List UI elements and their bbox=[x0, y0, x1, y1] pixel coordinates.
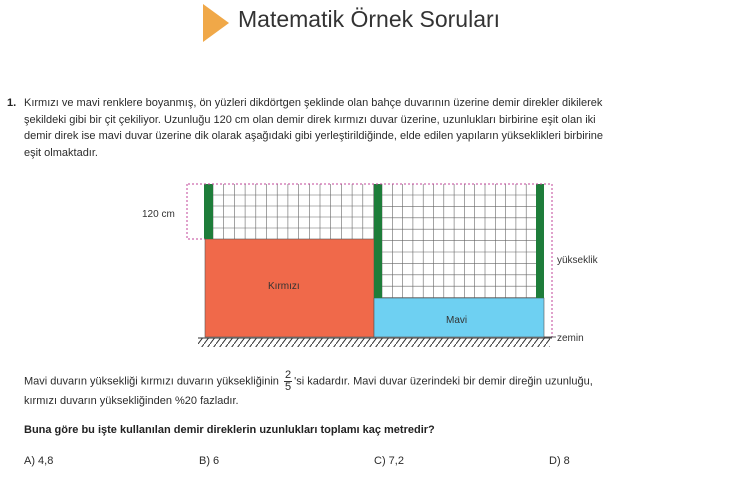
pole-middle bbox=[374, 184, 382, 298]
fraction-numerator: 2 bbox=[285, 369, 292, 381]
option-a[interactable]: A) 4,8 bbox=[24, 455, 54, 467]
label-height: yükseklik bbox=[557, 255, 598, 266]
option-c[interactable]: C) 7,2 bbox=[374, 455, 404, 467]
question-line: eşit olmaktadır. bbox=[24, 146, 98, 159]
option-b[interactable]: B) 6 bbox=[199, 455, 220, 467]
question-line: Kırmızı ve mavi renklere boyanmış, ön yüzleri dikdörtgen şeklinde olan bahçe duvarının üzerine demir direkler dikilerek bbox=[24, 97, 603, 109]
fraction bbox=[284, 370, 292, 393]
question-line: demir direk ise mavi duvar üzerine dik olarak aşağıdaki gibi yerleştirildiğinde, elde edilen yapıların yükseklikleri birbirine bbox=[24, 130, 603, 142]
question-number: 1. bbox=[7, 97, 17, 109]
info-paragraph bbox=[24, 370, 724, 409]
question-line: şekildeki gibi bir çit çekiliyor. Uzunluğu 120 cm olan demir direk kırmızı duvar üzerine, uzunlukları birbirine eşit olan iki bbox=[24, 113, 596, 126]
label-blue-wall: Mavi bbox=[446, 315, 468, 326]
pole-left bbox=[204, 184, 213, 239]
info-text: kırmızı duvarın yüksekliğinden %20 fazladır. bbox=[24, 395, 239, 407]
fraction-denominator: 5 bbox=[285, 381, 292, 393]
page-title: Matematik Örnek Soruları bbox=[238, 6, 501, 32]
info-text: Mavi duvarın yüksekliği kırmızı duvarın yüksekliğinin bbox=[24, 375, 279, 388]
option-d[interactable]: D) 8 bbox=[549, 455, 570, 467]
label-red-wall: Kırmızı bbox=[268, 281, 300, 292]
ground-hatch bbox=[198, 338, 550, 347]
pole-right bbox=[536, 184, 544, 298]
label-120cm: 120 cm bbox=[142, 209, 175, 220]
info-text: 'si kadardır. Mavi duvar üzerindeki bir demir direğin uzunluğu, bbox=[294, 375, 593, 388]
label-ground: zemin bbox=[557, 333, 584, 344]
question-prompt: Buna göre bu işte kullanılan demir direklerin uzunlukları toplamı kaç metredir? bbox=[24, 424, 435, 436]
